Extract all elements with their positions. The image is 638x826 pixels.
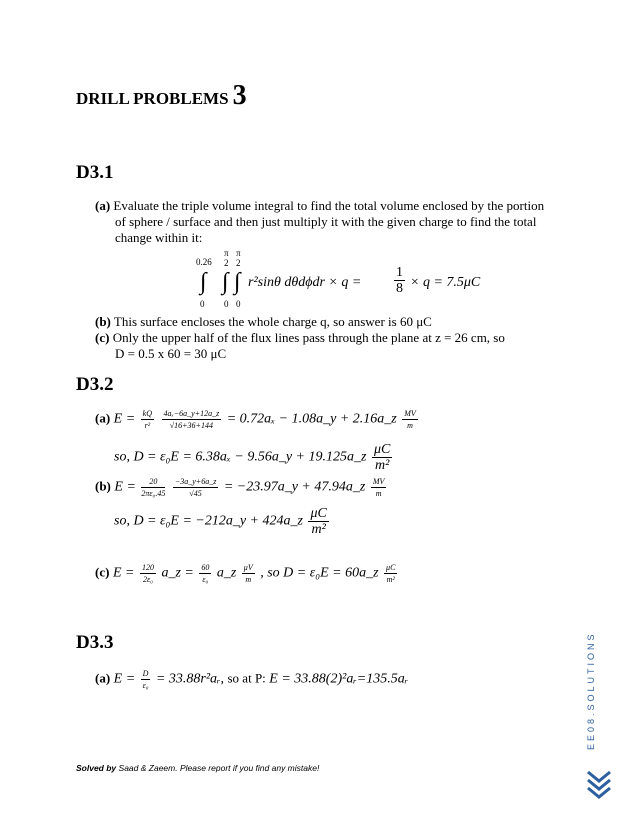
footer-rest: Saad & Zaeem. Please report if you find any mistake! [118, 763, 320, 773]
d32-c-f2-num: 60 [201, 563, 210, 572]
d33-a-f-den: ε₀ [142, 681, 149, 690]
d32-b2-equation [114, 506, 331, 537]
d32-c-rhs: , so D = ε₀E = 60a_z [260, 565, 379, 581]
d32-c-f3-den: m [245, 575, 252, 584]
d31-part-a [95, 198, 544, 214]
d32-a-f2-den: √16+36+144 [169, 421, 213, 430]
d32-a-f1-num: kQ [142, 409, 152, 418]
page-title [76, 80, 247, 112]
frac-num: 1 [396, 265, 403, 280]
d32-c-f2-den: ε₀ [202, 575, 209, 584]
footer-solved-by: Solved by [76, 763, 117, 773]
section-heading-d31: D3.1 [76, 162, 114, 183]
d32-a-label: (a) [95, 410, 111, 426]
integral-sign-3: ∫ [234, 269, 241, 295]
d32-b2-unit-num: μC [310, 506, 327, 521]
d31-part-b [95, 314, 432, 330]
frac-den: 8 [396, 281, 403, 296]
integral-lower-3: 0 [236, 299, 241, 309]
d31-a-line2: of sphere / surface and then just multiply it with the given charge to find the total [115, 214, 537, 229]
footer-credit [76, 763, 319, 773]
d32-c-f4-den: m² [386, 575, 395, 584]
triple-integral [194, 248, 494, 310]
d33-a-lhs: E = [113, 671, 136, 687]
integral-sign-1: ∫ [200, 269, 207, 295]
integrand: r²sinθ dθdϕdr × q = [248, 275, 362, 290]
d32-c-f1-num: 120 [141, 563, 154, 572]
d32-a-lhs: E = [113, 411, 136, 427]
d33-a-rhs2: E = 33.88(2)²aᵣ=135.5aᵣ [269, 671, 409, 687]
d31-b-text: This surface encloses the whole charge q, so answer is 60 μC [113, 314, 432, 329]
d32-c-mid1: a_z = [161, 565, 194, 581]
d32-b-f1-num: 20 [141, 476, 165, 488]
integral-upper-r: 0.26 [196, 257, 212, 267]
d32-a-f2-num: 4aₓ−6a_y+12a_z [163, 409, 220, 418]
d32-c-f4-num: μC [386, 563, 396, 572]
d31-b-label: (b) [95, 314, 111, 329]
d31-a-line3: change within it: [115, 230, 203, 245]
d33-a-rhs1: = 33.88r²aᵣ, [155, 671, 224, 687]
title-number: 3 [232, 80, 247, 111]
integral-upper-two-1: 2 [224, 258, 229, 268]
d32-a-equation [95, 408, 420, 431]
title-text: DRILL PROBLEMS [76, 89, 229, 108]
d31-part-c [95, 330, 505, 346]
integral-lower-2: 0 [224, 299, 229, 309]
integral-lower-1: 0 [200, 299, 205, 309]
d32-a-f1-den: r² [144, 421, 151, 430]
integral-upper-pi-2: π [236, 248, 241, 258]
section-heading-d33: D3.3 [76, 632, 114, 653]
d33-a-equation [95, 668, 408, 691]
side-brand-text: EE08.SOLUTIONS [586, 631, 596, 750]
d32-c-mid2: a_z [216, 565, 237, 581]
d32-c-equation [95, 562, 399, 585]
section-heading-d32: D3.2 [76, 374, 114, 395]
d31-c-label: (c) [95, 330, 110, 345]
d32-b-f2-num: −3a_y+6a_z [174, 477, 217, 486]
integral-upper-two-2: 2 [236, 258, 241, 268]
d32-b-f2-den: √45 [189, 489, 202, 498]
d32-a-unit-den: m [407, 421, 413, 430]
integral-upper-pi-1: π [224, 248, 229, 258]
d32-c-label: (c) [95, 564, 110, 580]
d32-a2-unit-den: m² [374, 458, 390, 473]
d32-c-f1-den: 2ε₀ [142, 575, 153, 584]
d32-a2-unit-num: μC [373, 442, 391, 457]
integral-sign-2: ∫ [222, 269, 229, 295]
d32-a2-lhs: so, D = ε₀E = 6.38aₓ − 9.56a_y + 19.125a_z [114, 449, 367, 465]
d32-b2-unit-den: m² [311, 522, 326, 537]
d32-b-equation [95, 476, 388, 499]
d31-a-label: (a) [95, 198, 111, 213]
d32-c-lhs: E = [112, 565, 135, 581]
d32-b-rhs: = −23.97a_y + 47.94a_z [223, 479, 366, 495]
d33-a-label: (a) [95, 670, 111, 686]
d32-a2-equation [114, 442, 394, 473]
d32-a-rhs: = 0.72aₓ − 1.08a_y + 2.16a_z [226, 411, 397, 427]
fraction-one-eighth [392, 265, 407, 296]
d32-a-unit-num: MV [404, 409, 416, 418]
d31-c-line1: Only the upper half of the flux lines pass through the plane at z = 26 cm, so [112, 330, 505, 345]
d32-b2-lhs: so, D = ε₀E = −212a_y + 424a_z [114, 513, 303, 529]
d32-b-f1-den: 2πε₀.45 [141, 489, 166, 498]
chevron-down-icon [586, 770, 612, 807]
d33-a-f-num: D [142, 669, 149, 678]
d32-c-f3-num: μV [243, 563, 253, 572]
d31-a-line1: Evaluate the triple volume integral to find the total volume enclosed by the portion [113, 198, 545, 213]
d31-c-line2: D = 0.5 x 60 = 30 μC [115, 346, 227, 361]
d33-a-text: so at P: [227, 670, 266, 686]
d32-b-unit-num: MV [372, 477, 385, 486]
d32-b-unit-den: m [375, 489, 382, 498]
integral-result: × q = 7.5μC [410, 275, 481, 290]
d32-b-label: (b) [95, 478, 111, 494]
d32-b-lhs: E = [114, 479, 136, 495]
